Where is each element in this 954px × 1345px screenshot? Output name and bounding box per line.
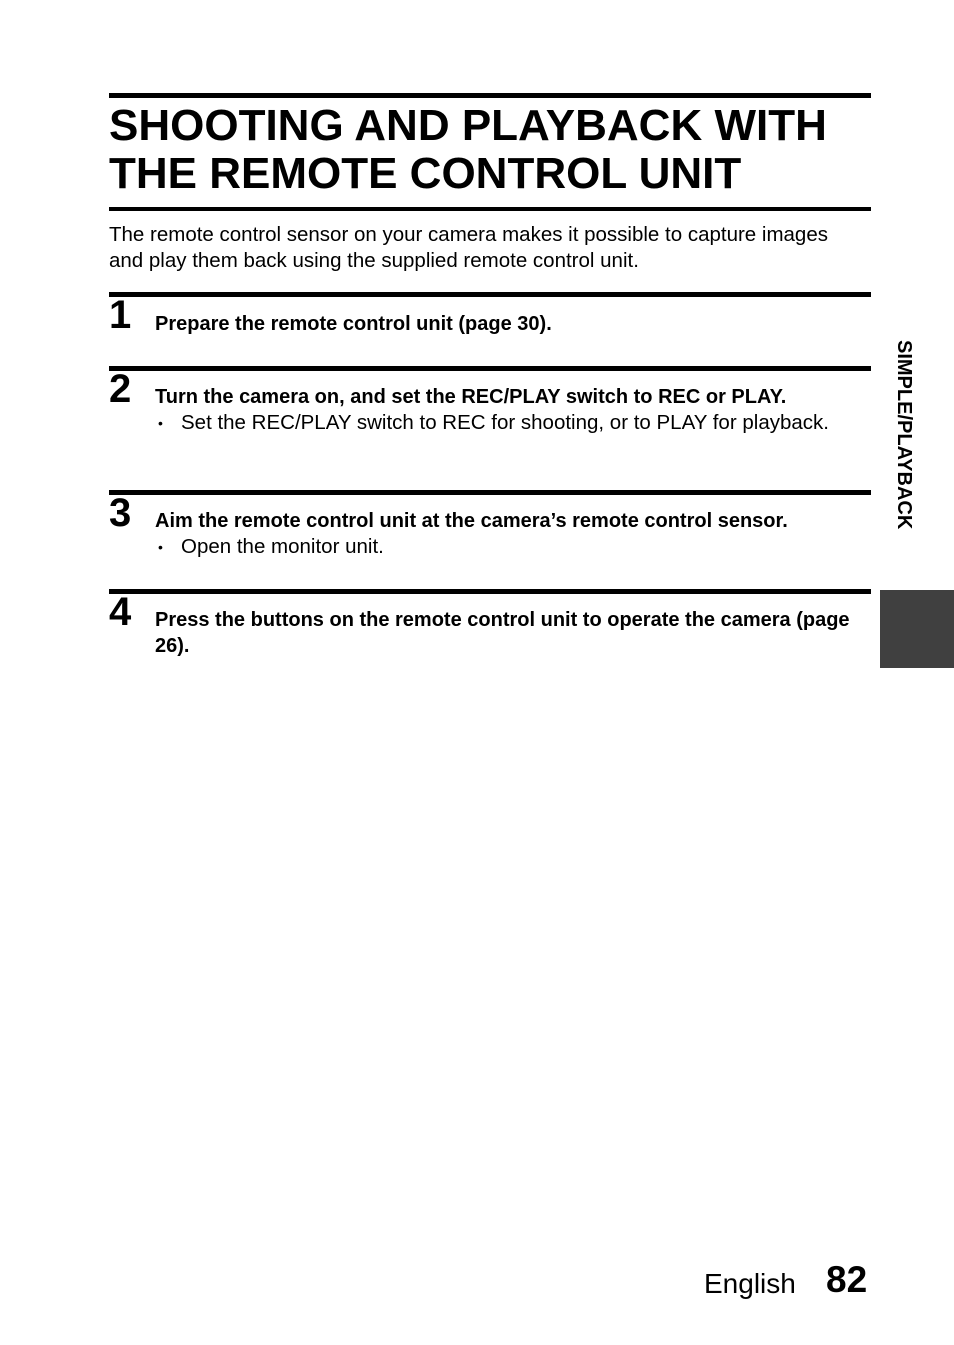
step-number: 3	[109, 491, 132, 535]
step-rule	[109, 490, 871, 495]
step-4	[109, 589, 871, 669]
step-instruction: Turn the camera on, and set the REC/PLAY switch to REC or PLAY.	[155, 386, 787, 408]
step-instruction: Aim the remote control unit at the camera’s remote control sensor.	[155, 510, 788, 532]
bullet-text: Set the REC/PLAY switch to REC for shooting, or to PLAY for playback.	[181, 411, 829, 434]
title-bottom-rule	[109, 207, 871, 211]
title-top-rule	[109, 93, 871, 98]
step-rule	[109, 589, 871, 594]
intro-paragraph: The remote control sensor on your camera makes it possible to capture images and play them back using the supplied remote control unit.	[109, 223, 828, 272]
step-number: 2	[109, 367, 132, 411]
section-side-label-text: SIMPLE/PLAYBACK	[893, 340, 915, 530]
step-number: 1	[109, 293, 132, 337]
page-number: 82	[826, 1259, 868, 1300]
step-2	[109, 366, 871, 476]
page-title	[109, 102, 871, 198]
step-rule	[109, 292, 871, 297]
step-3	[109, 490, 871, 570]
section-side-label	[880, 340, 928, 585]
step-number: 4	[109, 590, 132, 634]
page-title-line-2: THE REMOTE CONTROL UNIT	[109, 149, 742, 198]
bullet-text: Open the monitor unit.	[181, 535, 384, 558]
step-instruction: Prepare the remote control unit (page 30).	[155, 313, 552, 335]
step-bullet	[155, 534, 855, 560]
page-title-line-1: SHOOTING AND PLAYBACK WITH	[109, 101, 827, 150]
bullet-dot-icon: •	[158, 415, 163, 431]
section-tab-marker	[880, 590, 954, 668]
step-instruction: Press the buttons on the remote control unit to operate the camera (page 26).	[155, 609, 850, 657]
step-rule	[109, 366, 871, 371]
step-1	[109, 292, 871, 352]
step-bullet	[155, 410, 855, 436]
footer-language: English	[704, 1268, 796, 1299]
bullet-dot-icon: •	[158, 539, 163, 555]
